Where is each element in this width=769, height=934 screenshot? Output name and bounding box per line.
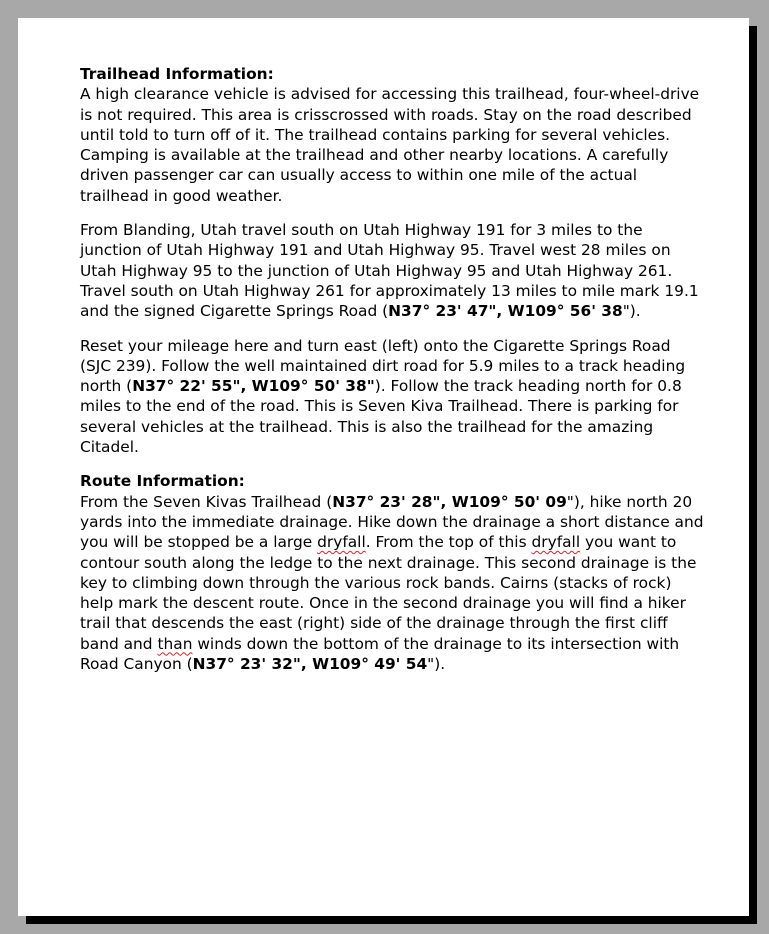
document-content [80,64,705,688]
coordinate-track-north: N37° 22' 55", W109° 50' 38" [132,377,375,396]
directions-text: From Blanding, Utah travel south on Utah Highway 191 for 3 miles to the junction of Utah Highway 191 and Utah Highway 95. Travel west 28 miles on Utah Highway 95 to the junction of Utah Highway 95 and Utah Highway 261. Travel south on Utah Highway 261 for approximately 13 miles to mile mark 19.1 and the signed Cigarette Springs Road ( [80,221,699,321]
trailhead-info-paragraph [80,64,705,206]
misspelled-word[interactable]: dryfall [317,533,366,552]
route-text-1: "), hike north 20 yards into the immediate drainage. Hike down the drainage a short distance and you will be stopped be a large [80,492,704,552]
directions-paragraph [80,220,705,321]
coordinate-road-canyon: N37° 23' 32", W109° 49' 54 [192,655,428,674]
document-page [18,18,749,916]
mileage-paragraph [80,336,705,458]
route-text-4: winds down the bottom of the drainage to its intersection with Road Canyon ( [80,634,680,674]
misspelled-word[interactable]: dryfall [531,533,581,552]
route-text-end: "). [427,655,446,674]
route-text-3: you want to contour south along the ledge to the next drainage. This second drainage is the key to climbing down through the various rock bands. Cairns (stacks of rock) help mark the descent route. Once in the second drainage you will find a hiker trail that descends the east (right) side of the drainage through the first cliff band and [80,533,697,653]
coordinate-cigarette-springs: N37° 23' 47", W109° 56' 38 [388,302,623,321]
trailhead-text: A high clearance vehicle is advised for accessing this trailhead, four-wheel-drive is not required. This area is crisscrossed with roads. Stay on the road described until told to turn off of it. The trailhead contains parking for several vehicles. Camping is available at the trailhead and other nearby locations. A carefully driven passenger car can usually access to within one mile of the actual trailhead in good weather. [80,85,700,205]
route-info-paragraph [80,471,705,674]
route-heading: Route Information: [80,472,245,491]
trailhead-heading: Trailhead Information: [80,65,274,83]
route-text-start: From the Seven Kivas Trailhead ( [80,492,333,511]
misspelled-word[interactable]: than [157,634,193,653]
mileage-text: Reset your mileage here and turn east (left) onto the Cigarette Springs Road (SJC 239). Follow the well maintained dirt road for 5.9 miles to a track heading north ( [80,336,686,396]
route-text-2: . From the top of this [365,533,532,552]
coordinate-seven-kivas-trailhead: N37° 23' 28", W109° 50' 09 [332,492,567,511]
directions-text-end: "). [622,302,641,321]
mileage-text-end: ). Follow the track heading north for 0.8 miles to the end of the road. This is Seven Kiva Trailhead. There is parking for several vehicles at the trailhead. This is also the trailhead for the amazing Citadel. [80,377,682,457]
